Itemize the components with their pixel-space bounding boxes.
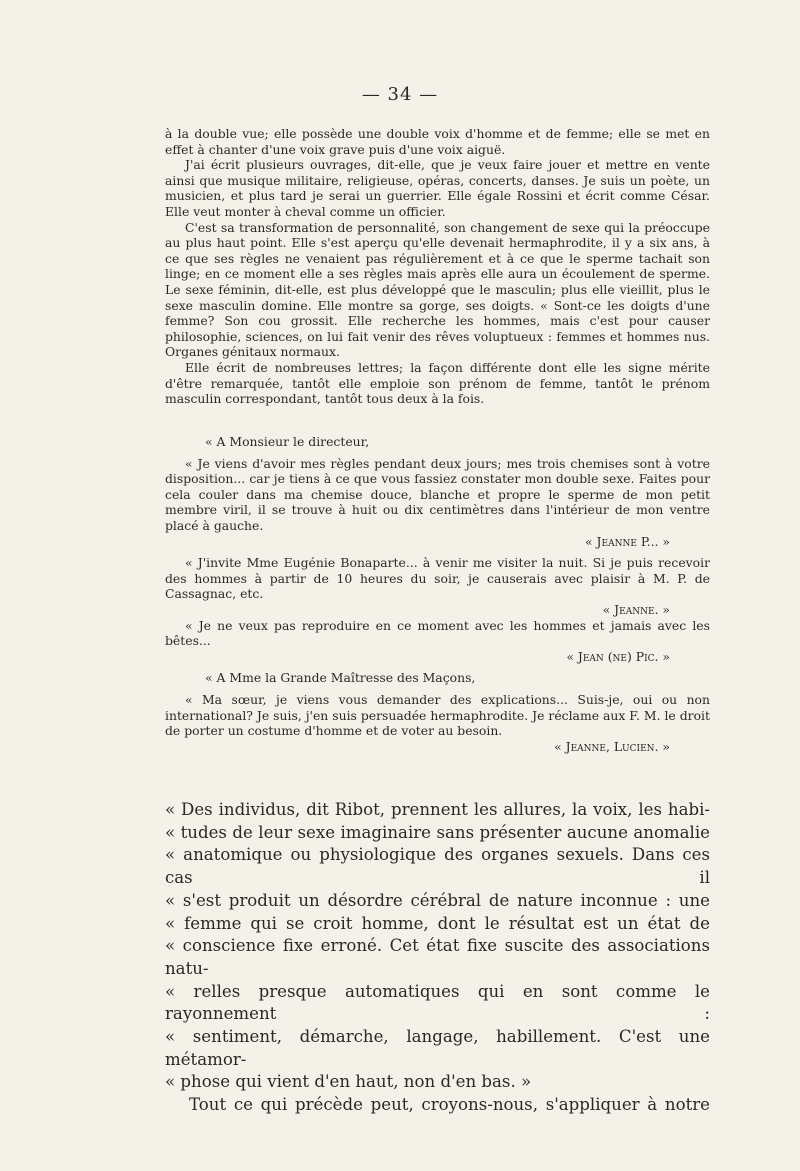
paragraph: à la double vue; elle possède une double voix d'homme et de femme; elle se met en effet à chanter d'une voix grave puis d'une voix aiguë. <box>165 126 710 157</box>
quote-line: « femme qui se croit homme, dont le résultat est un état de <box>165 913 710 933</box>
letter-salutation: « A Monsieur le directeur, <box>205 434 370 449</box>
ribot-quote <box>165 799 710 1117</box>
letter-signature: « Jeanne P... » <box>585 533 670 549</box>
quote-line: « Des individus, dit Ribot, prennent les allures, la voix, les habi- <box>165 800 710 819</box>
quote-line: « sentiment, démarche, langage, habillement. C'est une métamor- <box>165 1027 710 1069</box>
case-notes <box>165 126 710 407</box>
letter-signature: « Jeanne. » <box>602 601 670 617</box>
letter-signature: « Jeanne, Lucien. » <box>554 738 670 754</box>
quote-line: « relles presque automatiques qui en sont comme le rayonnement : <box>165 981 710 1024</box>
paragraph: J'ai écrit plusieurs ouvrages, dit-elle, que je veux faire jouer et mettre en vente ainsi que musique militaire, religieuse, opéras, concerts, danses. Je suis un poète, un musicien, et plus tard je serai un guerrier. Elle égale Rossini et écrit comme César. Elle veut monter à cheval comme un officier. <box>165 157 710 219</box>
letter-body: « J'invite Mme Eugénie Bonaparte... à venir me visiter la nuit. Si je puis recevoir des hommes à partir de 10 heures du soir, je causerais avec plaisir à M. P. de Cassagnac, etc. <box>165 555 710 602</box>
letter-body: « Je ne veux pas reproduire en ce moment avec les hommes et jamais avec les bêtes... <box>165 617 710 649</box>
closing-line: Tout ce qui précède peut, croyons-nous, s'appliquer à notre <box>189 1095 710 1115</box>
paragraph: Elle écrit de nombreuses lettres; la façon différente dont elle les signe mérite d'être remarquée, tantôt elle emploie son prénom de femme, tantôt le prénom masculin correspondant, tantôt tous deux à la fois. <box>165 359 710 407</box>
letter-body: « Ma sœur, je viens vous demander des explications... Suis-je, oui ou non international? Je suis, j'en suis persuadée hermaphrodite. Je réclame aux F. M. le droit de porter un costume d'homme et de voter au besoin. <box>165 691 710 739</box>
letter-salutation: « A Mme la Grande Maîtresse des Maçons, <box>205 670 476 686</box>
paragraph: C'est sa transformation de personnalité, son changement de sexe qui la préoccupe au plus haut point. Elle s'est aperçu qu'elle devenait hermaphrodite, il y a six ans, à ce que ses règles ne venaient pas régulièrement et à ce que le sperme tachait son linge; en ce moment elle a ses règles mais après elle aura un écoulement de sperme. Le sexe féminin, dit-elle, est plus développé que le masculin; plus elle vieillit, plus le sexe masculin domine. Elle montre sa gorge, ses doigts. « Sont-ce les doigts d'une femme? Son cou grossit. Elle recherche les hommes, mais c'est pour causer philosophie, sciences, on lui fait venir des rêves voluptueux : femmes et hommes nus. Organes génitaux normaux. <box>165 219 710 360</box>
quote-line: « conscience fixe erroné. Cet état fixe suscite des associations natu- <box>165 936 710 978</box>
letters-section <box>165 434 710 754</box>
letter-signature: « Jean (ne) Pic. » <box>566 648 670 664</box>
quote-line: « tudes de leur sexe imaginaire sans présenter aucune anomalie <box>165 822 710 842</box>
quote-line: « anatomique ou physiologique des organes sexuels. Dans ces cas il <box>165 845 710 888</box>
quote-line: « s'est produit un désordre cérébral de nature inconnue : une <box>165 890 710 910</box>
quote-line: « phose qui vient d'en haut, non d'en bas. » <box>165 1072 532 1092</box>
page-number: — 34 — <box>361 84 439 105</box>
letter-body: « Je viens d'avoir mes règles pendant deux jours; mes trois chemises sont à votre disposition... car je tiens à ce que vous fassiez constater mon double sexe. Faites pour cela couler dans ma chemise douce, blanche et propre le sperme de mon petit membre viril, il se trouve à huit ou dix centimètres dans l'intérieur de mon ventre placé à gauche. <box>165 455 710 533</box>
